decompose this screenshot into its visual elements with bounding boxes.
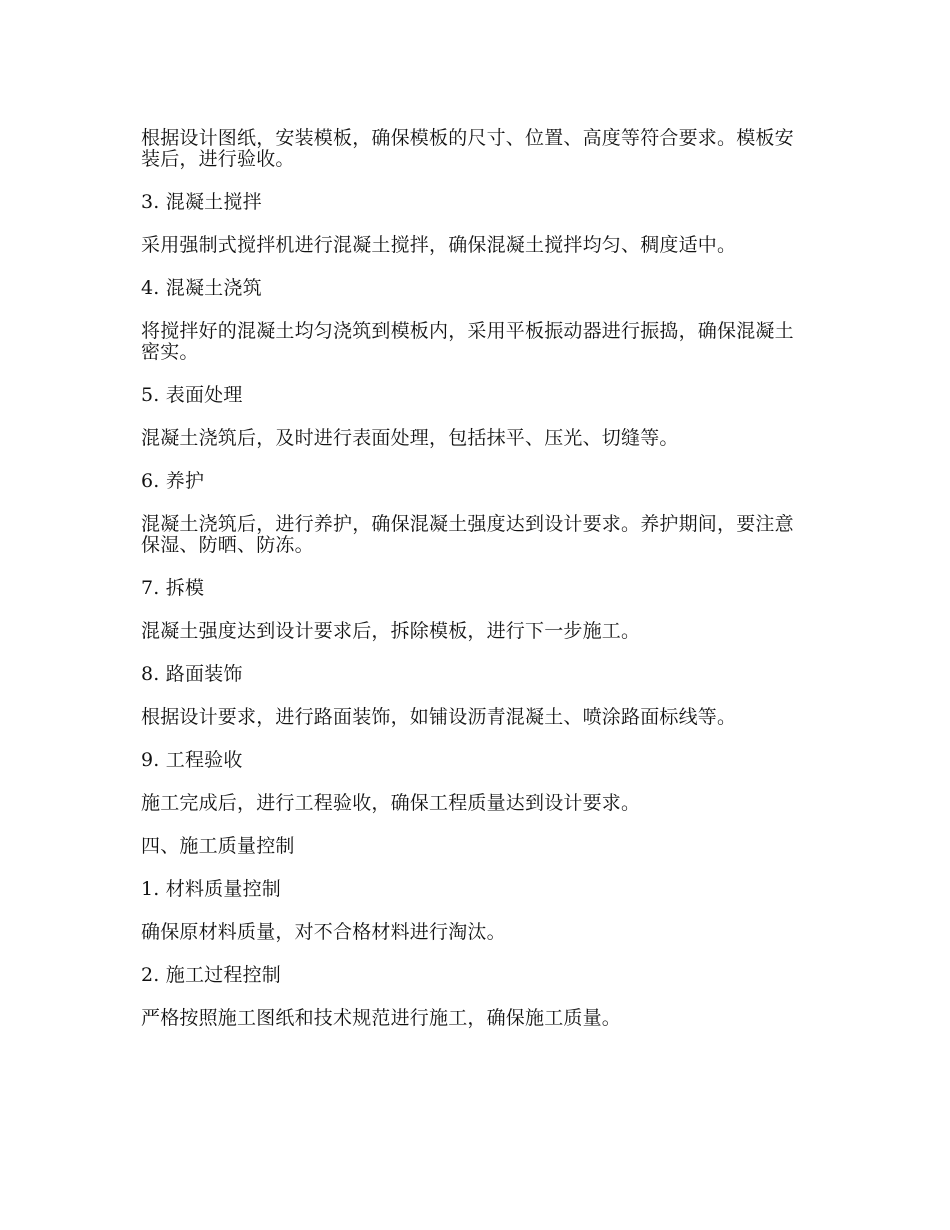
paragraph-pavement-decoration: 根据设计要求，进行路面装饰，如铺设沥青混凝土、喷涂路面标线等。 bbox=[141, 706, 737, 728]
heading-concrete-pouring: 4. 混凝土浇筑 bbox=[141, 277, 262, 299]
paragraph-formwork-install: 根据设计图纸，安装模板，确保模板的尺寸、位置、高度等符合要求。模板安装后，进行验收。 bbox=[141, 127, 794, 170]
heading-concrete-mixing: 3. 混凝土搅拌 bbox=[141, 191, 262, 213]
paragraph-concrete-pouring: 将搅拌好的混凝土均匀浇筑到模板内，采用平板振动器进行振捣，确保混凝土密实。 bbox=[141, 320, 794, 363]
paragraph-surface-treatment: 混凝土浇筑后，及时进行表面处理，包括抹平、压光、切缝等。 bbox=[141, 427, 679, 449]
paragraph-concrete-mixing: 采用强制式搅拌机进行混凝土搅拌，确保混凝土搅拌均匀、稠度适中。 bbox=[141, 234, 737, 256]
paragraph-project-acceptance: 施工完成后，进行工程验收，确保工程质量达到设计要求。 bbox=[141, 792, 641, 814]
paragraph-process-control: 严格按照施工图纸和技术规范进行施工，确保施工质量。 bbox=[141, 1007, 622, 1029]
heading-project-acceptance: 9. 工程验收 bbox=[141, 749, 243, 771]
section-heading-quality-control: 四、施工质量控制 bbox=[141, 835, 295, 857]
heading-process-control: 2. 施工过程控制 bbox=[141, 964, 281, 986]
heading-curing: 6. 养护 bbox=[141, 470, 205, 492]
paragraph-formwork-removal: 混凝土强度达到设计要求后，拆除模板，进行下一步施工。 bbox=[141, 620, 641, 642]
heading-material-quality: 1. 材料质量控制 bbox=[141, 878, 281, 900]
document-page bbox=[141, 128, 801, 1051]
paragraph-curing: 混凝土浇筑后，进行养护，确保混凝土强度达到设计要求。养护期间，要注意保湿、防晒、防冻。 bbox=[141, 513, 794, 556]
paragraph-material-quality: 确保原材料质量，对不合格材料进行淘汰。 bbox=[141, 921, 506, 943]
heading-pavement-decoration: 8. 路面装饰 bbox=[141, 663, 243, 685]
heading-surface-treatment: 5. 表面处理 bbox=[141, 384, 243, 406]
heading-formwork-removal: 7. 拆模 bbox=[141, 577, 205, 599]
